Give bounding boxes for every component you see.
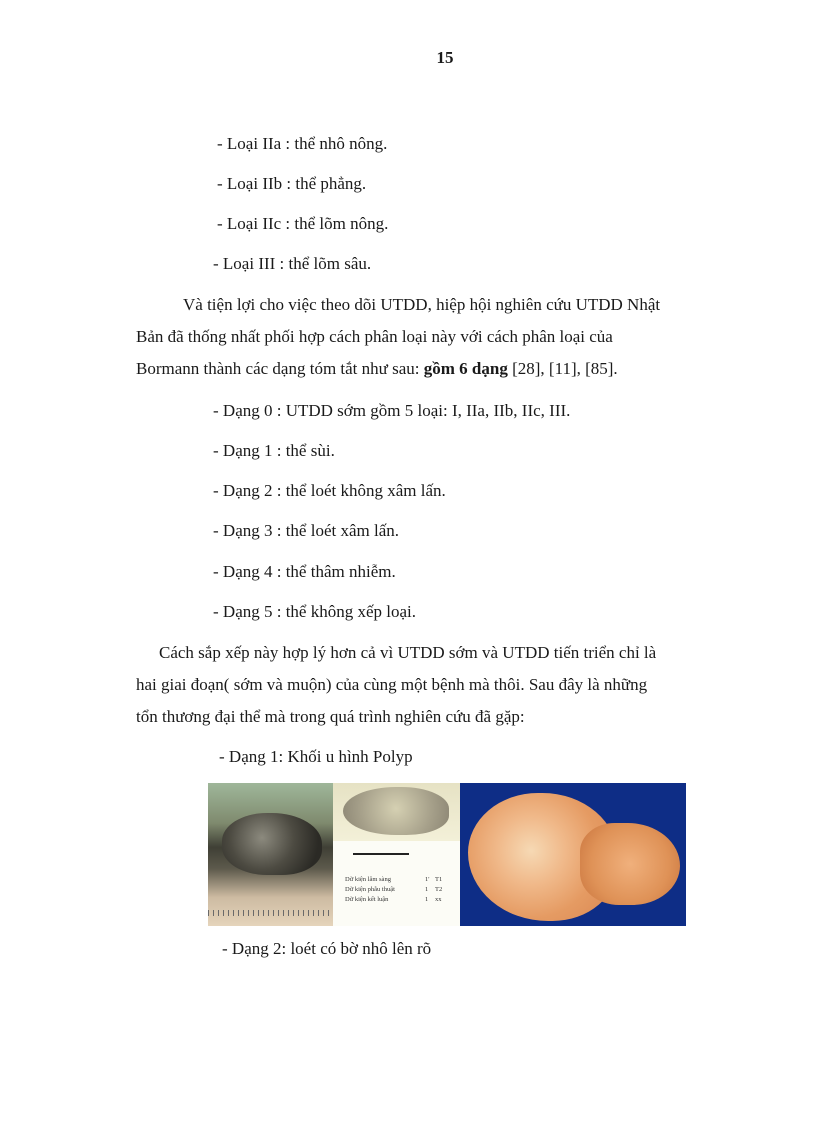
bold-text: gồm 6 dạng xyxy=(423,359,508,378)
label-value: xx xyxy=(435,896,442,903)
paragraph-line: Và tiện lợi cho việc theo dõi UTDD, hiệp hội nghiên cứu UTDD Nhật xyxy=(183,295,661,314)
paragraph-line: Cách sắp xếp này hợp lý hơn cả vì UTDD sớm và UTDD tiến triển chỉ là xyxy=(159,643,657,662)
figure-caption-form-2: - Dạng 2: loét có bờ nhô lên rõ xyxy=(222,939,432,958)
list-item-form-3: - Dạng 3 : thể loét xâm lấn. xyxy=(213,521,400,540)
list-item-type-iib: - Loại IIb : thể phẳng. xyxy=(217,174,367,193)
label-mark: 1' xyxy=(425,876,430,883)
list-item-form-5: - Dạng 5 : thể không xếp loại. xyxy=(213,602,417,621)
polyp-photo-right xyxy=(460,783,686,926)
list-item-form-1: - Dạng 1 : thể sùi. xyxy=(213,441,335,460)
paragraph-line: hai giai đoạn( sớm và muộn) của cùng một bệnh mà thôi. Sau đây là những xyxy=(136,675,648,694)
polyp-figure xyxy=(208,783,686,926)
label-mark: 1 xyxy=(425,896,429,903)
label-text: Dữ kiện kết luận xyxy=(345,896,389,903)
paragraph-classification xyxy=(136,289,739,385)
list-item-form-4: - Dạng 4 : thể thâm nhiễm. xyxy=(213,562,396,581)
label-value: T1 xyxy=(435,876,443,883)
page-number: 15 xyxy=(436,48,454,67)
ruler xyxy=(208,910,333,916)
label-text: Dữ kiện lâm sàng xyxy=(345,876,391,883)
label-mark: 1 xyxy=(425,886,429,893)
paragraph-line: tổn thương đại thể mà trong quá trình nghiên cứu đã gặp: xyxy=(136,707,525,726)
paragraph-text: Bormann thành các dạng tóm tắt như sau: xyxy=(136,359,424,378)
figure-caption-form-1: - Dạng 1: Khối u hình Polyp xyxy=(219,747,413,766)
label-row xyxy=(345,885,442,895)
stomach-tissue xyxy=(580,823,680,905)
scale-bar xyxy=(353,853,409,855)
list-item-type-iii: - Loại III : thể lõm sâu. xyxy=(213,254,372,273)
label-row xyxy=(345,875,442,885)
polyp-photo-middle xyxy=(333,783,460,926)
figure-labels xyxy=(345,875,442,905)
citation-text: [28], [11], [85]. xyxy=(507,359,618,378)
list-item-type-iic: - Loại IIc : thể lõm nông. xyxy=(217,214,389,233)
paragraph-line xyxy=(136,353,739,385)
polyp-specimen xyxy=(222,813,322,875)
paragraph-line: Bản đã thống nhất phối hợp cách phân loại này với cách phân loại của xyxy=(136,327,613,346)
label-text: Dữ kiện phẫu thuật xyxy=(345,886,395,893)
list-item-form-0: - Dạng 0 : UTDD sớm gồm 5 loại: I, IIa, IIb, IIc, III. xyxy=(213,401,571,420)
list-item-form-2: - Dạng 2 : thể loét không xâm lấn. xyxy=(213,481,446,500)
label-value: T2 xyxy=(435,886,443,893)
paragraph-arrangement xyxy=(136,637,739,733)
label-row xyxy=(345,895,442,905)
list-item-type-iia: - Loại IIa : thể nhô nông. xyxy=(217,134,388,153)
polyp-specimen xyxy=(343,787,449,835)
polyp-photo-left xyxy=(208,783,333,926)
